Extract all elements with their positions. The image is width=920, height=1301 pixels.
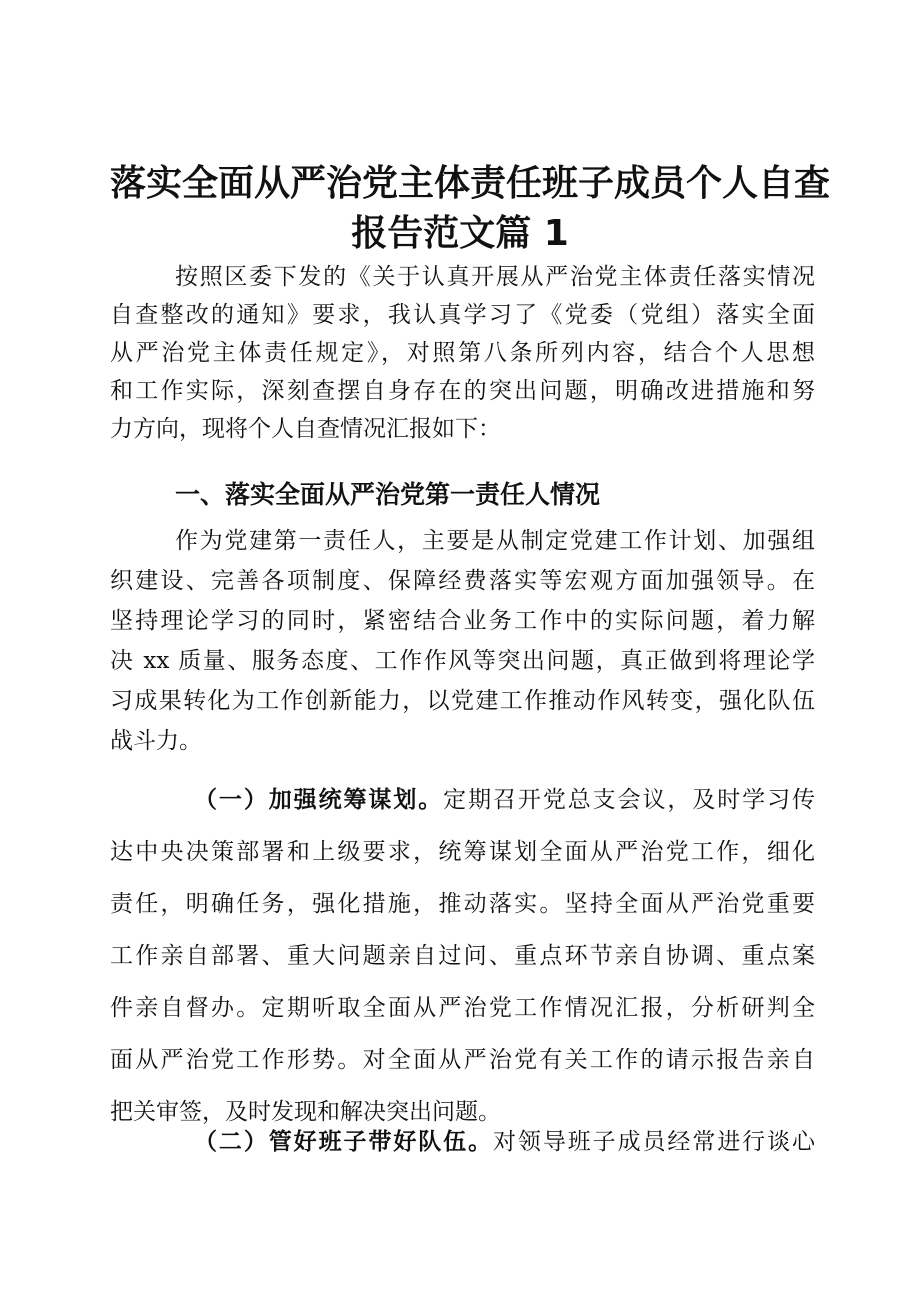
- section1-line: 织建设、完善各项制度、保障经费落实等宏观方面加强领导。在: [110, 568, 815, 594]
- subsection1-line: 面从严治党工作形势。对全面从严治党有关工作的请示报告亲自: [110, 1047, 815, 1073]
- subsection-1-first-text: 定期召开党总支会议，及时学习传: [443, 787, 816, 813]
- document-title-line-1: 落实全面从严治党主体责任班子成员个人自查: [110, 163, 831, 204]
- subsection1-line: 工作亲自部署、重大问题亲自过问、重点环节亲自协调、重点案: [110, 943, 815, 969]
- intro-line: 和工作实际，深刻查摆自身存在的突出问题，明确改进措施和努: [110, 378, 815, 404]
- subsection-1-first-line: [194, 785, 815, 815]
- intro-line: 力方向，现将个人自查情况汇报如下：: [110, 416, 501, 442]
- subsection1-line: 达中央决策部署和上级要求，统筹谋划全面从严治党工作，细化: [110, 839, 815, 865]
- subsection1-line: 责任，明确任务，强化措施，推动落实。坚持全面从严治党重要: [110, 891, 815, 917]
- subsection-2-first-line: [194, 1127, 815, 1157]
- section1-line: 战斗力。: [110, 728, 202, 754]
- subsection-2-label: （二）管好班子带好队伍。: [194, 1128, 493, 1155]
- section1-line: 作为党建第一责任人，主要是从制定党建工作计划、加强组: [175, 528, 815, 554]
- subsection1-line: 把关审签，及时发现和解决突出问题。: [110, 1099, 501, 1125]
- section-heading-1: 一、落实全面从严治党第一责任人情况: [175, 480, 601, 509]
- section1-line: 决 xx 质量、服务态度、工作作风等突出问题，真正做到将理论学: [110, 648, 815, 674]
- section1-line: 习成果转化为工作创新能力，以党建工作推动作风转变，强化队伍: [110, 688, 815, 714]
- subsection-1-label: （一）加强统筹谋划。: [194, 786, 444, 813]
- section1-line: 坚持理论学习的同时，紧密结合业务工作中的实际问题，着力解: [110, 608, 815, 634]
- intro-line: 按照区委下发的《关于认真开展从严治党主体责任落实情况: [175, 264, 815, 290]
- document-title-line-2: 报告范文篇 1: [351, 213, 569, 254]
- intro-line: 自查整改的通知》要求，我认真学习了《党委（党组）落实全面: [110, 302, 815, 328]
- subsection-2-first-text: 对领导班子成员经常进行谈心: [493, 1129, 816, 1155]
- subsection1-line: 件亲自督办。定期听取全面从严治党工作情况汇报，分析研判全: [110, 995, 815, 1021]
- intro-line: 从严治党主体责任规定》，对照第八条所列内容，结合个人思想: [110, 340, 815, 366]
